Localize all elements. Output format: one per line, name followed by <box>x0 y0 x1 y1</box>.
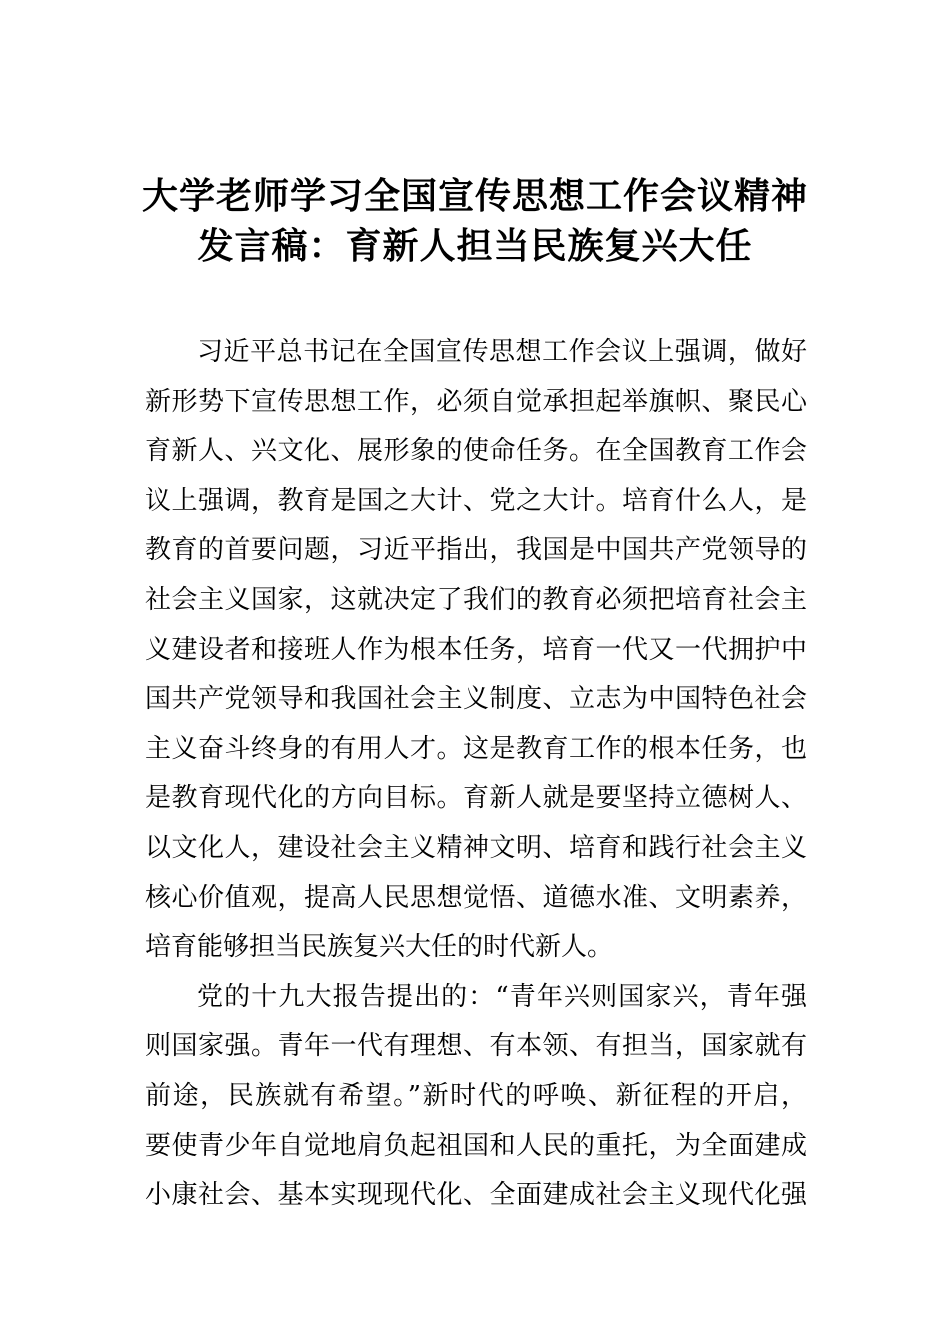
text-line: 前途，民族就有希望。”新时代的呼唤、新征程的开启， <box>145 1080 807 1111</box>
text-line: 习近平总书记在全国宣传思想工作会议上强调，做好 <box>197 337 807 367</box>
text-line: 培育能够担当民族复兴大任的时代新人。 <box>145 932 614 963</box>
text-line: 党的十九大报告提出的：“青年兴则国家兴，青年强 <box>197 981 807 1012</box>
document-title <box>140 172 810 272</box>
text-line: 新形势下宣传思想工作，必须自觉承担起举旗帜、聚民心 <box>145 386 807 417</box>
text-line: 是教育现代化的方向目标。育新人就是要坚持立德树人、 <box>145 783 807 814</box>
text-line: 社会主义国家，这就决定了我们的教育必须把培育社会主 <box>145 584 807 615</box>
title-line-2: 发言稿：育新人担当民族复兴大任 <box>197 226 753 267</box>
title-line-1: 大学老师学习全国宣传思想工作会议精神 <box>141 176 808 217</box>
text-line: 要使青少年自觉地肩负起祖国和人民的重托，为全面建成 <box>145 1130 807 1161</box>
text-line: 则国家强。青年一代有理想、有本领、有担当，国家就有 <box>145 1031 807 1062</box>
document-body <box>145 328 807 1221</box>
text-line: 教育的首要问题，习近平指出，我国是中国共产党领导的 <box>145 535 807 566</box>
text-line: 小康社会、基本实现现代化、全面建成社会主义现代化强 <box>145 1180 807 1211</box>
paragraph-2 <box>145 973 807 1221</box>
text-line: 主义奋斗终身的有用人才。这是教育工作的根本任务，也 <box>145 733 807 764</box>
text-line: 以文化人，建设社会主义精神文明、培育和践行社会主义 <box>145 832 807 863</box>
text-line: 国共产党领导和我国社会主义制度、立志为中国特色社会 <box>145 684 807 715</box>
text-line: 育新人、兴文化、展形象的使命任务。在全国教育工作会 <box>145 436 807 467</box>
text-line: 议上强调，教育是国之大计、党之大计。培育什么人，是 <box>145 485 807 516</box>
paragraph-1 <box>145 328 807 973</box>
text-line: 义建设者和接班人作为根本任务，培育一代又一代拥护中 <box>145 634 807 665</box>
text-line: 核心价值观，提高人民思想觉悟、道德水准、文明素养， <box>145 882 807 913</box>
